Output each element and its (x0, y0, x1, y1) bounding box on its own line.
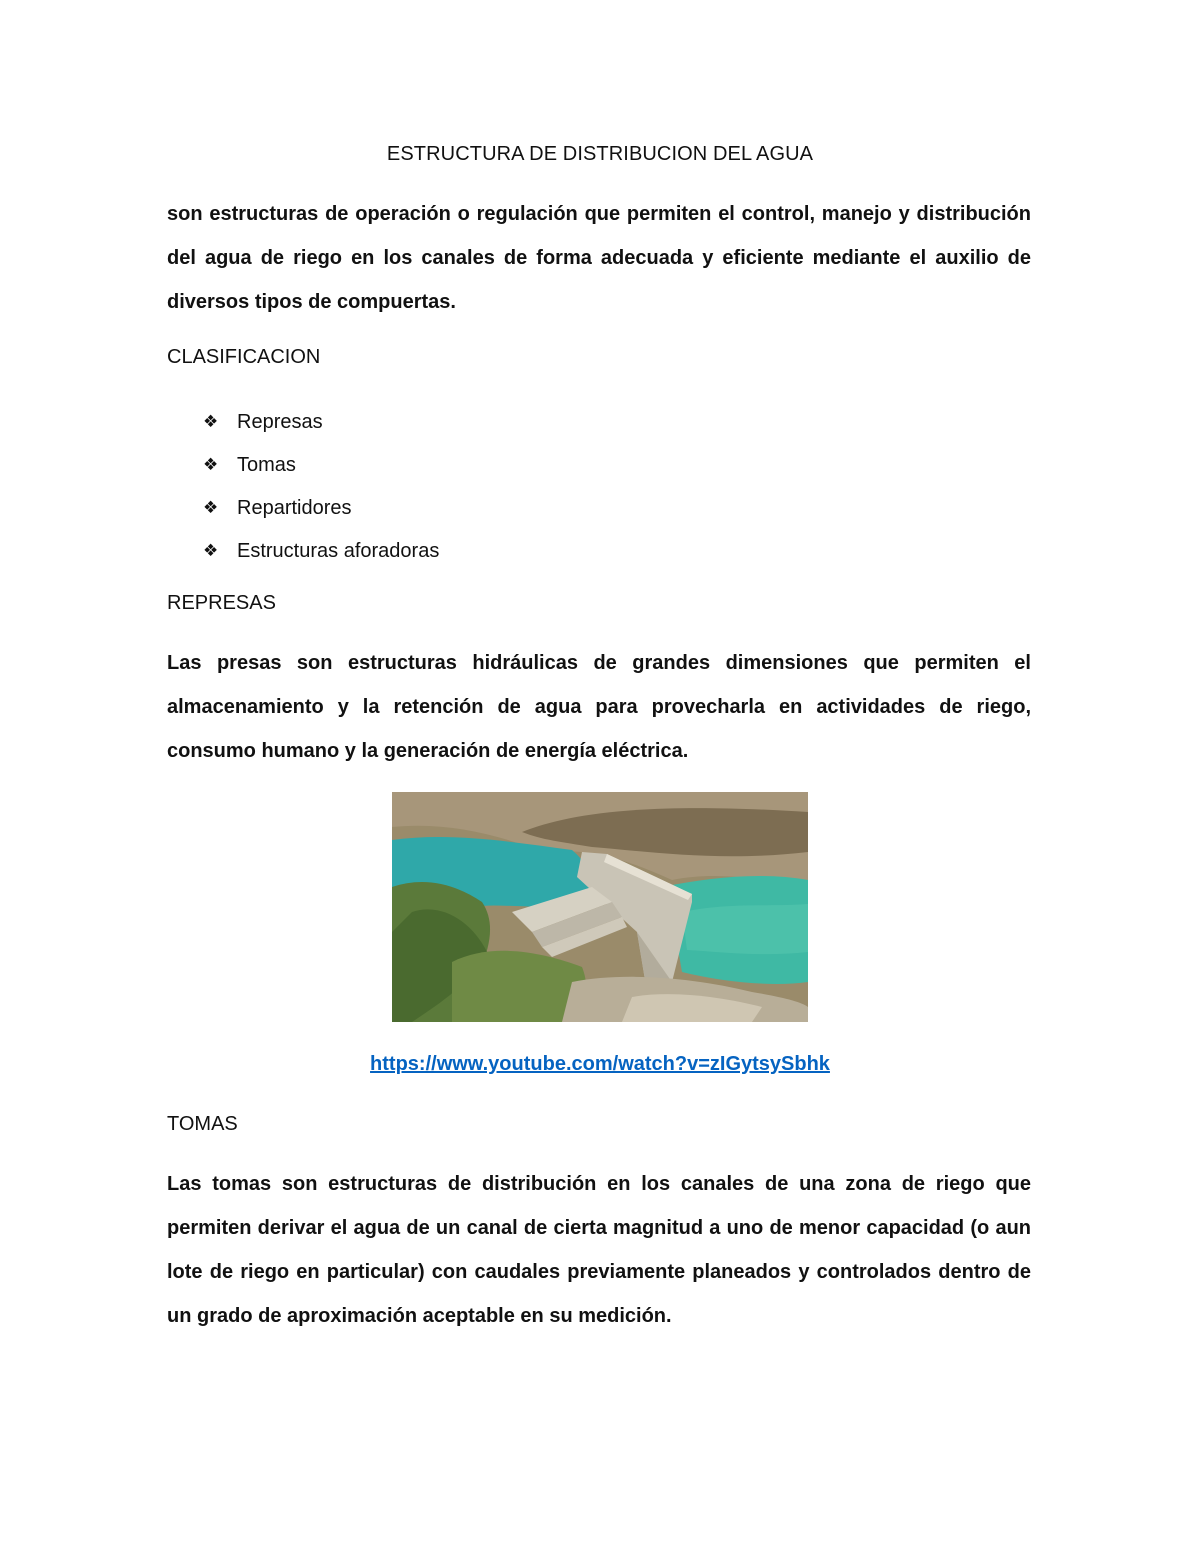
tomas-heading: TOMAS (167, 1113, 238, 1135)
represas-paragraph: Las presas son estructuras hidráulicas de grandes dimensiones que permiten el almacenamiento y la retención de agua para provecharla en actividades de riego, consumo humano y la generación de energía eléctrica. (167, 652, 1031, 762)
list-item-label: Repartidores (237, 496, 352, 519)
represas-heading: REPRESAS (167, 592, 276, 614)
list-item (203, 529, 439, 572)
clasificacion-list (203, 400, 439, 572)
diamond-bullet-icon: ❖ (203, 411, 219, 431)
document-title: ESTRUCTURA DE DISTRIBUCION DEL AGUA (386, 143, 814, 165)
list-item (203, 443, 439, 486)
tomas-paragraph: Las tomas son estructuras de distribución en los canales de una zona de riego que permiten derivar el agua de un canal de cierta magnitud a uno de menor capacidad (o aun lote de riego en particular) con caudales previamente planeados y controlados dentro de un grado de aproximación aceptable en su medición. (167, 1173, 1031, 1327)
intro-paragraph: son estructuras de operación o regulación que permiten el control, manejo y distribución del agua de riego en los canales de forma adecuada y eficiente mediante el auxilio de diversos tipos de compuertas. (167, 203, 1031, 313)
diamond-bullet-icon: ❖ (203, 454, 219, 474)
diamond-bullet-icon: ❖ (203, 497, 219, 517)
list-item-label: Represas (237, 410, 323, 433)
dam-photo (392, 792, 808, 1022)
list-item-label: Tomas (237, 453, 296, 476)
youtube-link[interactable]: https://www.youtube.com/watch?v=zIGytsySbhk (370, 1053, 830, 1075)
clasificacion-heading: CLASIFICACION (167, 346, 321, 368)
list-item-label: Estructuras aforadoras (237, 539, 440, 562)
list-item (203, 486, 439, 529)
list-item (203, 400, 439, 443)
diamond-bullet-icon: ❖ (203, 540, 219, 560)
